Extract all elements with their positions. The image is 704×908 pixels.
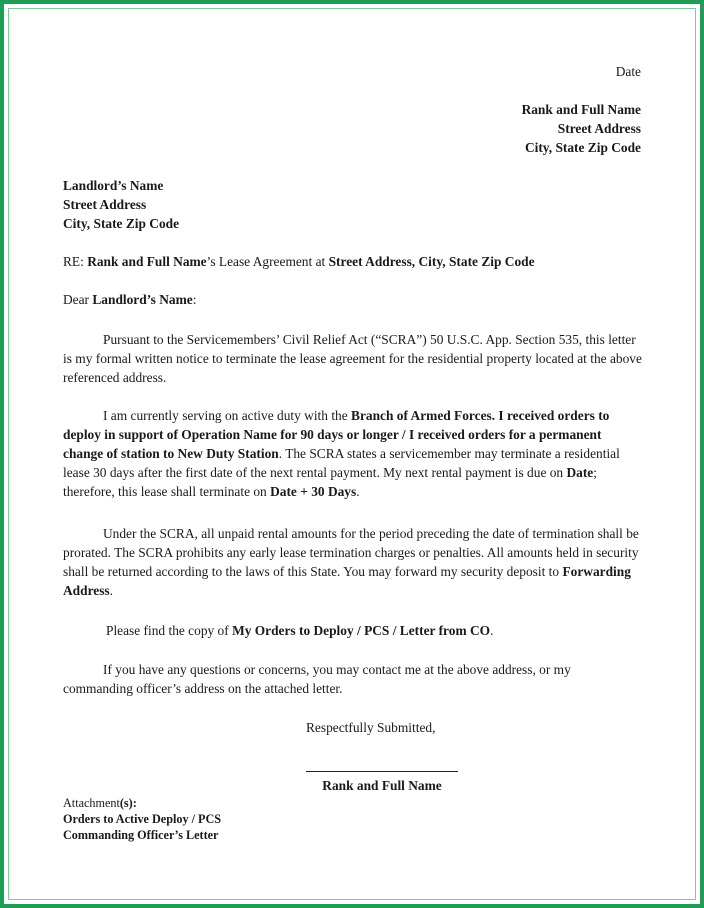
paragraph-5: If you have any questions or concerns, you may contact me at the above address, or my commanding officer’s address on the attached letter.	[63, 662, 571, 696]
paragraph-2	[63, 406, 643, 501]
attachment-item: Commanding Officer’s Letter	[63, 828, 219, 842]
salutation-prefix: Dear	[63, 292, 93, 307]
re-line	[63, 252, 535, 271]
salutation-name: Landlord’s Name	[92, 292, 193, 307]
p2-bold-1: Branch of Armed Forces. I received orders to deploy in support of Operation Name for 90 days or longer / I received orders for a permanent change of station to New Duty Station	[63, 408, 610, 461]
p2-text-1: I am currently serving on active duty with the	[103, 408, 352, 423]
re-mid: ’s Lease Agreement at	[206, 254, 329, 269]
p2-bold-2: Date	[566, 465, 594, 480]
p2-text-2: . The SCRA states a servicemember may terminate a residential lease 30 days after the first date of the next rental payment. My next rental payment is due on	[63, 446, 620, 480]
p2-text-4: .	[356, 484, 360, 499]
paragraph-1: Pursuant to the Servicemembers’ Civil Relief Act (“SCRA”) 50 U.S.C. App. Section 535, this letter is my formal written notice to terminate the lease agreement for the residential property located at the above referenced address.	[63, 332, 642, 385]
attachments-label-b: (s):	[119, 796, 137, 810]
paragraph-3	[63, 524, 643, 600]
recipient-city: City, State Zip Code	[63, 216, 180, 231]
recipient-street: Street Address	[63, 197, 147, 212]
sender-street: Street Address	[557, 121, 641, 136]
attachments-block	[63, 795, 221, 843]
salutation	[63, 290, 196, 309]
closing-text: Respectfully Submitted,	[306, 720, 436, 735]
attachments-label-a: Attachment	[63, 796, 120, 810]
sender-city: City, State Zip Code	[524, 140, 641, 155]
p4-text-1: Please find the copy of	[106, 623, 233, 638]
p2-text-3: ; therefore, this lease shall terminate on	[63, 465, 597, 499]
p3-bold-1: Forwarding Address	[63, 564, 631, 598]
re-name: Rank and Full Name	[87, 254, 207, 269]
sender-date: Date	[615, 64, 641, 79]
sender-name: Rank and Full Name	[521, 102, 641, 117]
attachments-label	[63, 795, 221, 811]
signature-name: Rank and Full Name	[322, 778, 442, 793]
p4-text-2: .	[490, 623, 494, 638]
p2-bold-3: Date + 30 Days	[270, 484, 357, 499]
p3-text-2: .	[109, 583, 113, 598]
re-address: Street Address, City, State Zip Code	[328, 254, 535, 269]
paragraph-4	[63, 621, 643, 640]
re-prefix: RE:	[63, 254, 88, 269]
recipient-name: Landlord’s Name	[63, 178, 164, 193]
salutation-suffix: :	[192, 292, 197, 307]
p3-text-1: Under the SCRA, all unpaid rental amounts for the period preceding the date of termination shall be prorated. The SCRA prohibits any early lease termination charges or penalties. All amounts held in security shall be returned according to the laws of this State. You may forward my security deposit to	[63, 526, 639, 579]
signature-line	[306, 771, 458, 772]
p4-bold-1: My Orders to Deploy / PCS / Letter from CO	[232, 623, 491, 638]
attachment-item: Orders to Active Deploy / PCS	[63, 812, 222, 826]
